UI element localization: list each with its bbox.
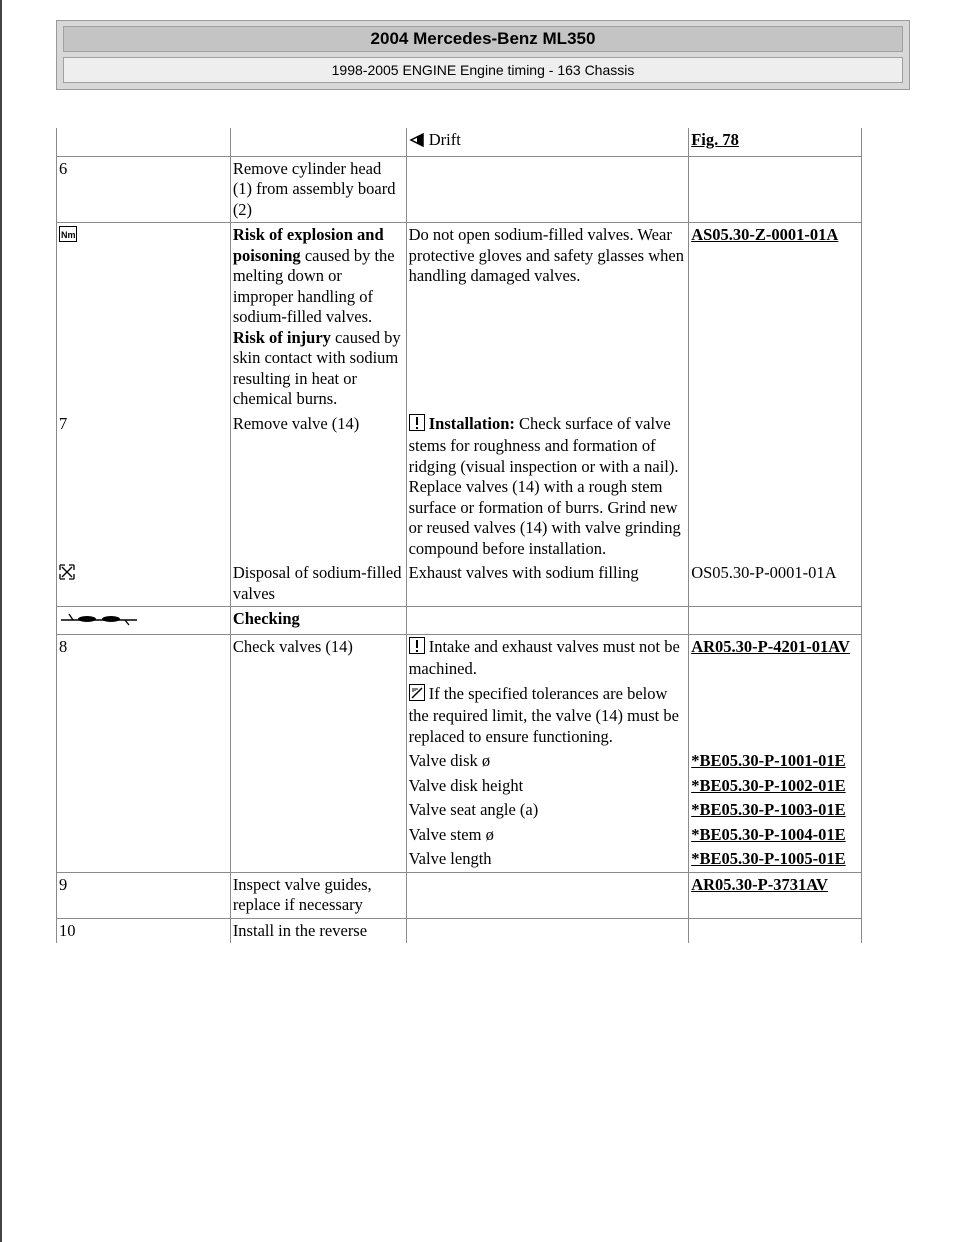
risk-warning: Risk of explosion and poisoning — [232, 225, 384, 265]
repair-ref-link[interactable]: AR05.30-P-3731AV — [691, 874, 828, 894]
step-text: Remove valve (14) — [230, 412, 406, 562]
disposal-icon — [59, 564, 75, 586]
table-row — [57, 682, 862, 750]
step-number: 6 — [57, 156, 231, 223]
spec-ref-link[interactable]: *BE05.30-P-1005-01E — [691, 849, 846, 868]
svg-text:Nm: Nm — [61, 230, 76, 240]
installation-text: Check surface of valve stems for roughness and formation of ridging (visual inspection or with a nail). Replace valves (14) with a rough stem surface or formation of burrs. Grind new or reused valves (14) with valve grinding compound before installation. — [408, 413, 681, 558]
table-row — [57, 918, 862, 943]
disposal-note: Exhaust valves with sodium filling — [406, 561, 689, 607]
check-note: Intake and exhaust valves must not be machined. — [408, 636, 680, 678]
spec-label: Valve stem ø — [406, 823, 689, 848]
figure-link[interactable]: Fig. 78 — [691, 130, 739, 149]
spec-ref-link[interactable]: *BE05.30-P-1004-01E — [691, 824, 846, 844]
note-icon — [409, 637, 425, 660]
safety-measure: Do not open sodium-filled valves. Wear protective gloves and safety glasses when handling damaged valves. — [406, 223, 689, 412]
table-row — [57, 634, 862, 682]
document-title: 2004 Mercedes-Benz ML350 — [63, 26, 903, 52]
table-row — [57, 872, 862, 918]
spec-ref-link[interactable]: *BE05.30-P-1001-01E — [691, 751, 846, 770]
table-row — [57, 412, 862, 562]
repair-ref-link[interactable]: AR05.30-P-4201-01AV — [691, 636, 850, 656]
spec-label: Valve disk ø — [406, 749, 689, 774]
torque-icon — [59, 226, 77, 248]
page-left-edge — [0, 0, 2, 1242]
table-row — [57, 749, 862, 774]
step-text: Install in the reverse — [230, 918, 406, 943]
spec-label: Valve seat angle (a) — [406, 798, 689, 823]
document-subtitle: 1998-2005 ENGINE Engine timing - 163 Chassis — [63, 57, 903, 83]
table-row — [57, 561, 862, 607]
measuring-icon — [59, 611, 139, 632]
table-row — [57, 774, 862, 799]
step-text: Inspect valve guides, replace if necessary — [230, 872, 406, 918]
table-row — [57, 156, 862, 223]
step-text: Check valves (14) — [230, 634, 406, 682]
step-number: 9 — [57, 872, 231, 918]
note-icon — [409, 414, 425, 437]
safety-ref-link[interactable]: AS05.30-Z-0001-01A — [691, 225, 839, 244]
tool-label: Drift — [428, 130, 461, 149]
table-row — [57, 798, 862, 823]
table-row — [57, 223, 862, 412]
spec-label: Valve disk height — [406, 774, 689, 799]
step-number: 10 — [57, 918, 231, 943]
table-row — [57, 607, 862, 635]
risk-text: caused by the melting down or improper handling of sodium-filled valves. — [232, 245, 395, 326]
spec-ref-link[interactable]: *BE05.30-P-1002-01E — [691, 775, 846, 795]
step-text: Disposal of sodium-filled valves — [230, 561, 406, 607]
section-heading: Checking — [230, 607, 406, 635]
page-header — [56, 20, 910, 90]
step-text: Remove cylinder head (1) from assembly board (2) — [230, 156, 406, 223]
spec-icon — [409, 684, 425, 707]
table-row — [57, 823, 862, 848]
table-row — [57, 847, 862, 872]
drift-icon — [409, 132, 425, 153]
table-row — [57, 128, 862, 156]
installation-label: Installation: — [428, 413, 515, 433]
step-number: 7 — [57, 412, 231, 562]
tolerance-note: If the specified tolerances are below the required limit, the valve (14) must be replaced to ensure functioning. — [408, 683, 679, 746]
procedure-table — [56, 128, 862, 943]
step-number: 8 — [57, 634, 231, 682]
disposal-ref: OS05.30-P-0001-01A — [689, 561, 862, 607]
risk-text: caused by skin contact with sodium resulting in heat or chemical burns. — [232, 327, 401, 408]
spec-ref-link[interactable]: *BE05.30-P-1003-01E — [691, 800, 846, 819]
risk-warning: Risk of injury — [232, 327, 331, 347]
spec-label: Valve length — [406, 847, 689, 872]
